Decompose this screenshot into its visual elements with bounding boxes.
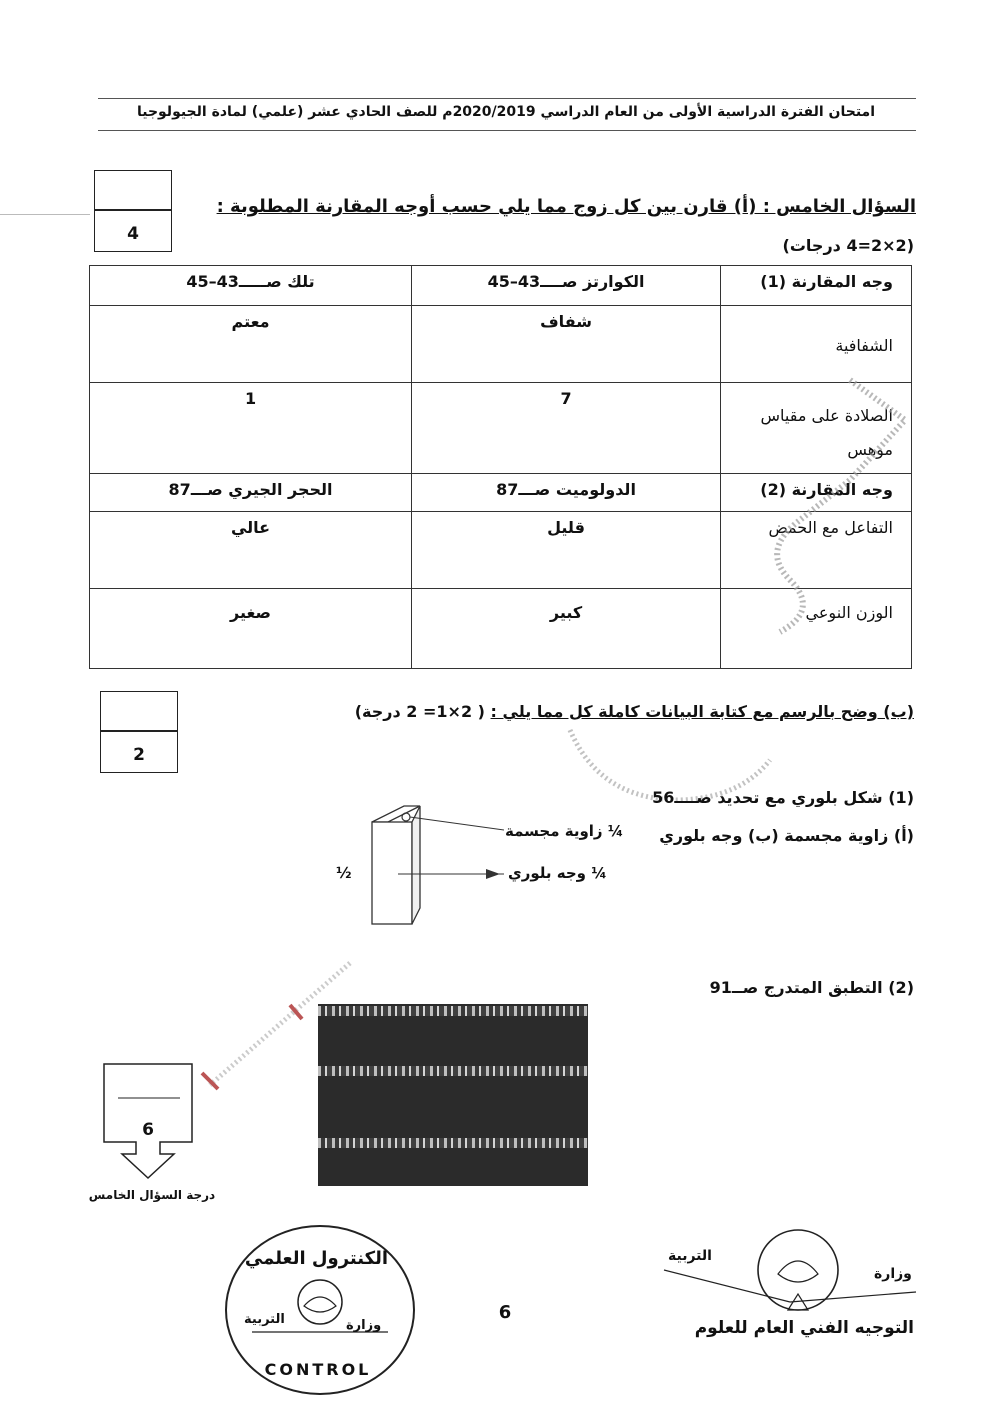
comparison2-header-label: وجه المقارنة (2) (721, 474, 912, 512)
question5-score-box (94, 170, 172, 252)
row-acid-reaction-col2: عالي (90, 512, 412, 589)
row-specific-gravity-col1: كبير (412, 589, 721, 669)
control-stamp-ring-text: الكنترول العلمي (244, 1248, 388, 1269)
half-mark: ½ (336, 864, 352, 882)
row-transparency-col2: معتم (90, 306, 412, 383)
comparison1-header-label: وجه المقارنة (1) (721, 266, 912, 306)
total-score-value: 6 (142, 1120, 154, 1140)
control-stamp-control-word: CONTROL (264, 1360, 372, 1379)
grader-slash-marks (190, 955, 360, 1095)
row-hardness-label: الصلادة على مقياس موهس (721, 383, 912, 474)
ministry-stamp-ministry: وزارة (874, 1266, 912, 1282)
row-acid-reaction-label: التفاعل مع الحمض (721, 512, 912, 589)
exam-header: امتحان الفترة الدراسية الأولى من العام الدراسي 2020/2019م للصف الحادي عشر (علمي) لمادة الجيولوجيا (136, 104, 876, 120)
row-transparency-col1: شفاف (412, 306, 721, 383)
item2-title: (2) التطبق المتدرج صــ91 (709, 978, 914, 997)
control-stamp-education: التربية (244, 1312, 285, 1327)
partb-header (355, 702, 914, 721)
partb-title: (ب) وضح بالرسم مع كتابة البيانات كاملة كل مما يلي : (490, 702, 914, 721)
label-solid-angle: ¼ زاوية مجسمة (505, 822, 624, 840)
question5-title: السؤال الخامس : (أ) قارن بين كل زوج مما يلي حسب أوجه المقارنة المطلوبة : (216, 196, 916, 217)
control-stamp-ministry: وزارة (346, 1318, 382, 1333)
comparison2-col2-header: الحجر الجيري صـــ87 (90, 474, 412, 512)
row-specific-gravity-label: الوزن النوعي (721, 589, 912, 669)
item1-title: (1) شكل بلوري مع تحديد صــــ56 (652, 788, 914, 807)
row-specific-gravity-col2: صغير (90, 589, 412, 669)
title-dash-rule (0, 214, 90, 215)
crystal-drawing (364, 800, 504, 930)
comparison1-col2-header: تلك صـــــ43–45 (90, 266, 412, 306)
comparison1-col1-header: الكوارتز صــــ43–45 (412, 266, 721, 306)
ministry-stamp-guidance: التوجيه الفني العام للعلوم (694, 1318, 914, 1338)
ministry-stamp-education: التربية (668, 1248, 712, 1264)
row-transparency-label: الشفافية (721, 306, 912, 383)
question5-marks: (2×2=4 درجات) (782, 236, 914, 255)
header-top-rule (98, 98, 916, 99)
header-bottom-rule (98, 130, 916, 131)
partb-score-box (100, 691, 178, 773)
row-acid-reaction-col1: قليل (412, 512, 721, 589)
item1-parts: (أ) زاوية مجسمة (ب) وجه بلوري (659, 826, 914, 845)
row-hardness-col2: 1 (90, 383, 412, 474)
question5-score-value: 4 (127, 224, 139, 244)
face-arrow-icon (486, 868, 502, 880)
row-hardness-col1: 7 (412, 383, 721, 474)
grader-check-mark (730, 370, 920, 640)
total-score-label: درجة السؤال الخامس (88, 1188, 216, 1202)
partb-score-value: 2 (133, 745, 145, 765)
label-crystal-face: ¼ وجه بلوري (508, 864, 607, 882)
partb-marks: ( 2×1= 2 درجة) (354, 702, 485, 721)
comparison2-col1-header: الدولوميت صـــ87 (412, 474, 721, 512)
page-number: 6 (498, 1302, 512, 1323)
